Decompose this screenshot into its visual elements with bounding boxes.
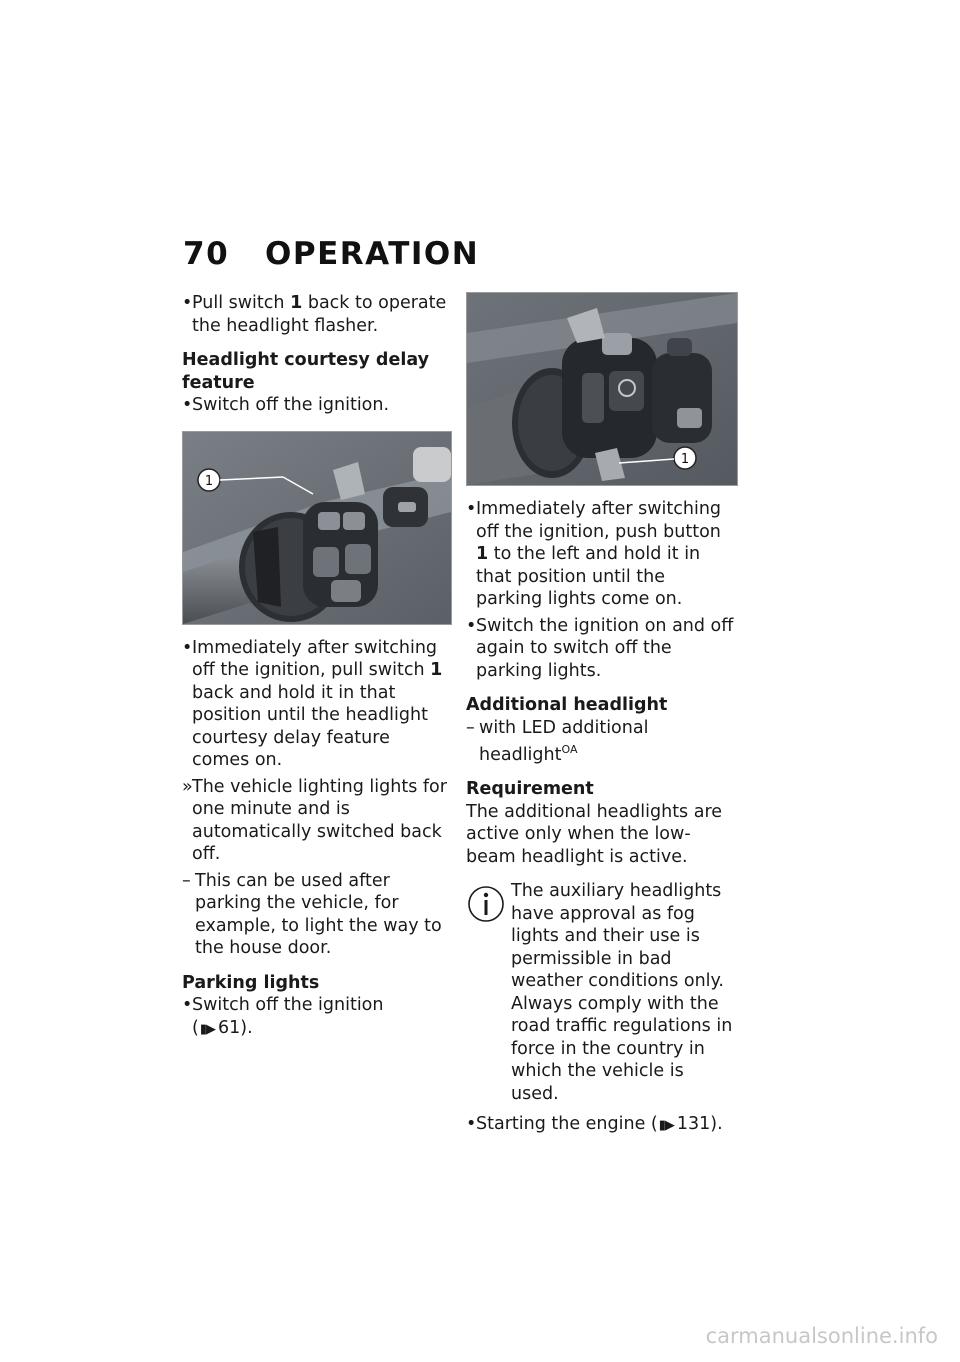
page-reference-arrow-icon: ▮▶ [658,1118,674,1134]
list-item: • Starting the engine (▮▶ 131). [466,1113,736,1138]
paragraph: The additional headlights are active only when the low-beam headlight is active. [466,801,723,867]
info-note [466,880,736,1105]
list-item: • Switch the ignition on and off again to switch off the parking lights. [466,615,734,681]
bullet-icon: • [182,395,193,415]
list-item: • Switch off the ignition. [182,395,390,415]
list-item-dash: – This can be used after parking the vehicle, for example, to light the way to the house door. [182,870,442,958]
section-heading: Parking lights [182,972,320,993]
info-icon [466,884,506,924]
bullet-icon: • [182,637,193,658]
bullet-icon: • [182,995,193,1015]
right-column [466,292,736,1142]
page-number: 70 [183,236,230,272]
figure-callout: 1 [680,452,690,467]
bullet-icon: • [466,1114,477,1135]
bullet-icon: • [182,293,193,313]
section-heading: Requirement [466,779,594,800]
list-item: • Immediately after switching off the ignition, pull switch 1 back and hold it in that position until the headlight courtesy delay feature comes on. [182,637,443,770]
note-text: The auxiliary headlights have approval as fog lights and their use is permissible in bad weather conditions only. Always comply with the road traffic regulations in force in the country in which the vehicle is used. [511,881,733,1104]
section-heading: Additional headlight [466,695,668,715]
list-item: • Pull switch 1 back to operate the headlight flasher. [182,293,447,336]
page-header [183,236,479,272]
bullet-icon: • [466,499,477,519]
list-item: • Immediately after switching off the ignition, push button 1 to the left and hold it in that position until the parking lights come on. [466,499,722,609]
list-item: • Switch off the ignition (▮▶ 61). [182,994,452,1041]
figure-callout: 1 [204,473,214,489]
left-column [182,292,452,1045]
section-heading: Headlight courtesy delay feature [182,350,429,393]
option-superscript: OA [561,743,578,756]
page-reference[interactable]: 131). [676,1114,723,1135]
handlebar-switch-figure-right [466,292,738,486]
list-item-result: » The vehicle lighting lights for one minute and is automatically switched back off. [182,776,447,864]
page-reference[interactable]: 61). [217,1017,253,1038]
dash-marker: – [182,870,191,891]
dash-marker: – [466,717,475,738]
result-icon: » [182,776,193,797]
watermark: carmanualsonline.info [705,1324,938,1348]
list-item-dash: – with LED additional headlight$^{OA}$ [466,717,649,765]
section-title: OPERATION [265,236,480,272]
handlebar-switch-figure-left [182,431,452,625]
page-reference-arrow-icon: ▮▶ [199,1021,215,1037]
bullet-icon: • [466,615,477,636]
